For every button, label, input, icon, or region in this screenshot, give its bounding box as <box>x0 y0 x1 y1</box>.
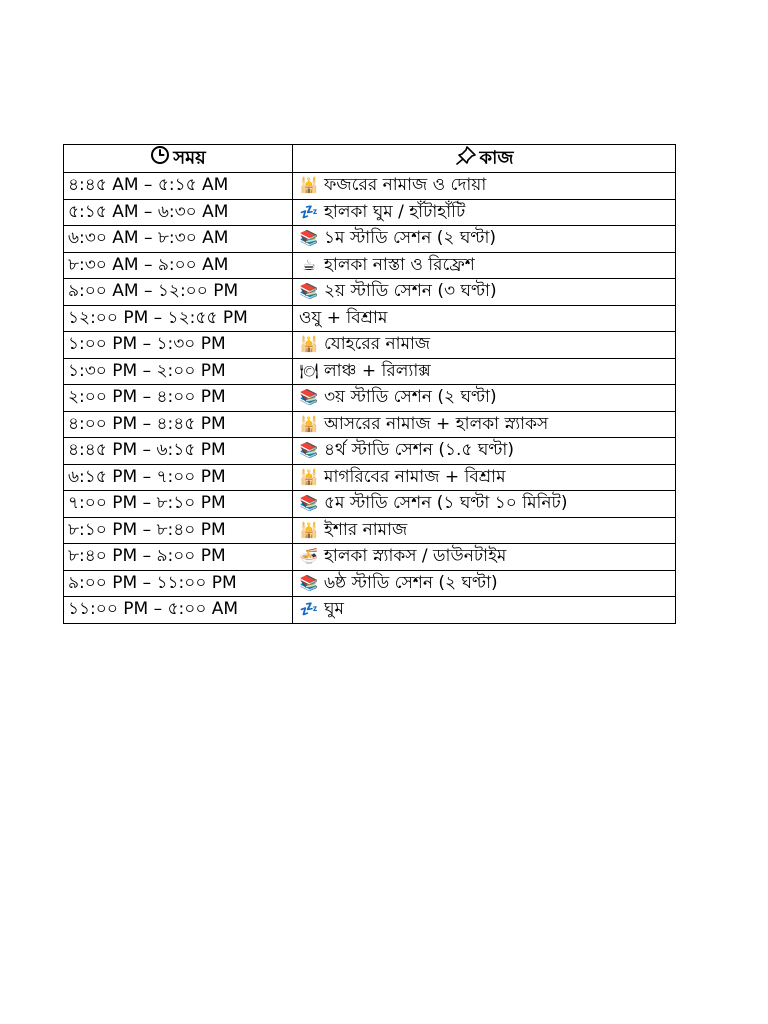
mosque-icon: 🕌 <box>299 467 319 486</box>
task-label: মাগরিবের নামাজ + বিশ্রাম <box>324 466 506 487</box>
task-cell <box>293 544 676 571</box>
task-label: লাঞ্চ + রিল্যাক্স <box>324 360 431 381</box>
task-label: ৫ম স্টাডি সেশন (১ ঘণ্টা ১০ মিনিট) <box>324 493 568 513</box>
table-row <box>64 252 676 279</box>
task-label: ১ম স্টাডি সেশন (২ ঘণ্টা) <box>324 228 497 248</box>
table-row <box>64 570 676 597</box>
task-cell <box>293 438 676 465</box>
time-cell: ৫:১৫ AM – ৬:৩০ AM <box>64 199 293 226</box>
task-label: ঘুম <box>324 599 344 619</box>
pushpin-icon <box>455 145 477 172</box>
table-row <box>64 517 676 544</box>
task-cell <box>293 279 676 306</box>
sleep-icon: 💤 <box>299 600 319 618</box>
table-row <box>64 464 676 491</box>
time-cell: ৭:০০ PM – ৮:১০ PM <box>64 491 293 518</box>
task-label: হালকা ঘুম / হাঁটাহাঁটি <box>324 201 466 222</box>
task-cell <box>293 411 676 438</box>
task-label: আসরের নামাজ + হালকা স্ন্যাকস <box>324 413 549 434</box>
time-cell: ৪:০০ PM – ৪:৪৫ PM <box>64 411 293 438</box>
table-row <box>64 544 676 571</box>
task-cell <box>293 385 676 412</box>
table-row <box>64 358 676 385</box>
books-icon: 📚 <box>299 388 319 406</box>
table-row <box>64 411 676 438</box>
time-cell: ৪:৪৫ PM – ৬:১৫ PM <box>64 438 293 465</box>
time-column-header <box>64 145 293 173</box>
time-cell: ৮:৪০ PM – ৯:০০ PM <box>64 544 293 571</box>
time-cell: ৬:১৫ PM – ৭:০০ PM <box>64 464 293 491</box>
task-cell <box>293 305 676 332</box>
table-row <box>64 199 676 226</box>
task-column-label: কাজ <box>479 147 514 169</box>
task-cell <box>293 173 676 200</box>
time-cell: ১২:০০ PM – ১২:৫৫ PM <box>64 305 293 332</box>
mosque-icon: 🕌 <box>299 414 319 433</box>
task-cell <box>293 358 676 385</box>
table-row <box>64 226 676 253</box>
table-row <box>64 332 676 359</box>
books-icon: 📚 <box>299 573 319 592</box>
time-cell: ২:০০ PM – ৪:০০ PM <box>64 385 293 412</box>
task-label: ফজরের নামাজ ও দোয়া <box>324 175 487 195</box>
task-label: ৩য় স্টাডি সেশন (২ ঘণ্টা) <box>324 387 497 407</box>
task-label: হালকা স্ন্যাকস / ডাউনটাইম <box>324 546 507 566</box>
clock-icon <box>150 145 170 172</box>
task-column-header <box>293 145 676 173</box>
header-row <box>64 145 676 173</box>
task-cell <box>293 570 676 597</box>
snack-bowl-icon: 🍜 <box>299 547 319 565</box>
table-row <box>64 385 676 412</box>
task-label: ওযু + বিশ্রাম <box>299 307 388 328</box>
mosque-icon: 🕌 <box>299 176 319 194</box>
task-label: ৬ষ্ঠ স্টাডি সেশন (২ ঘণ্টা) <box>324 572 498 593</box>
table-row <box>64 173 676 200</box>
table-row <box>64 305 676 332</box>
sleep-icon: 💤 <box>299 202 319 221</box>
schedule-table <box>63 144 676 624</box>
mosque-icon: 🕌 <box>299 520 319 539</box>
task-cell <box>293 332 676 359</box>
time-cell: ১:৩০ PM – ২:০০ PM <box>64 358 293 385</box>
task-cell <box>293 491 676 518</box>
time-cell: ৮:১০ PM – ৮:৪০ PM <box>64 517 293 544</box>
task-cell <box>293 517 676 544</box>
table-row <box>64 279 676 306</box>
task-cell <box>293 464 676 491</box>
task-cell <box>293 199 676 226</box>
task-label: ৪র্থ স্টাডি সেশন (১.৫ ঘণ্টা) <box>324 440 514 460</box>
books-icon: 📚 <box>299 282 319 300</box>
mosque-icon: 🕌 <box>299 335 319 353</box>
time-cell: ১১:০০ PM – ৫:০০ AM <box>64 597 293 624</box>
books-icon: 📚 <box>299 229 319 247</box>
time-cell: ৪:৪৫ AM – ৫:১৫ AM <box>64 173 293 200</box>
time-cell: ৯:০০ AM – ১২:০০ PM <box>64 279 293 306</box>
time-cell: ১:০০ PM – ১:৩০ PM <box>64 332 293 359</box>
task-cell <box>293 597 676 624</box>
table-row <box>64 597 676 624</box>
coffee-icon: ☕ <box>302 255 316 274</box>
time-column-label: সময় <box>173 147 206 169</box>
time-cell: ৮:৩০ AM – ৯:০০ AM <box>64 252 293 279</box>
time-cell: ৬:৩০ AM – ৮:৩০ AM <box>64 226 293 253</box>
task-cell <box>293 226 676 253</box>
task-label: যোহরের নামাজ <box>324 334 431 354</box>
books-icon: 📚 <box>299 441 319 459</box>
plate-icon: 🍽 <box>299 361 319 380</box>
task-cell <box>293 252 676 279</box>
time-cell: ৯:০০ PM – ১১:০০ PM <box>64 570 293 597</box>
table-row <box>64 491 676 518</box>
table-row <box>64 438 676 465</box>
task-label: ২য় স্টাডি সেশন (৩ ঘণ্টা) <box>324 281 497 301</box>
task-label: ইশার নামাজ <box>324 519 408 540</box>
task-label: হালকা নাস্তা ও রিফ্রেশ <box>324 254 475 275</box>
books-icon: 📚 <box>299 494 319 512</box>
